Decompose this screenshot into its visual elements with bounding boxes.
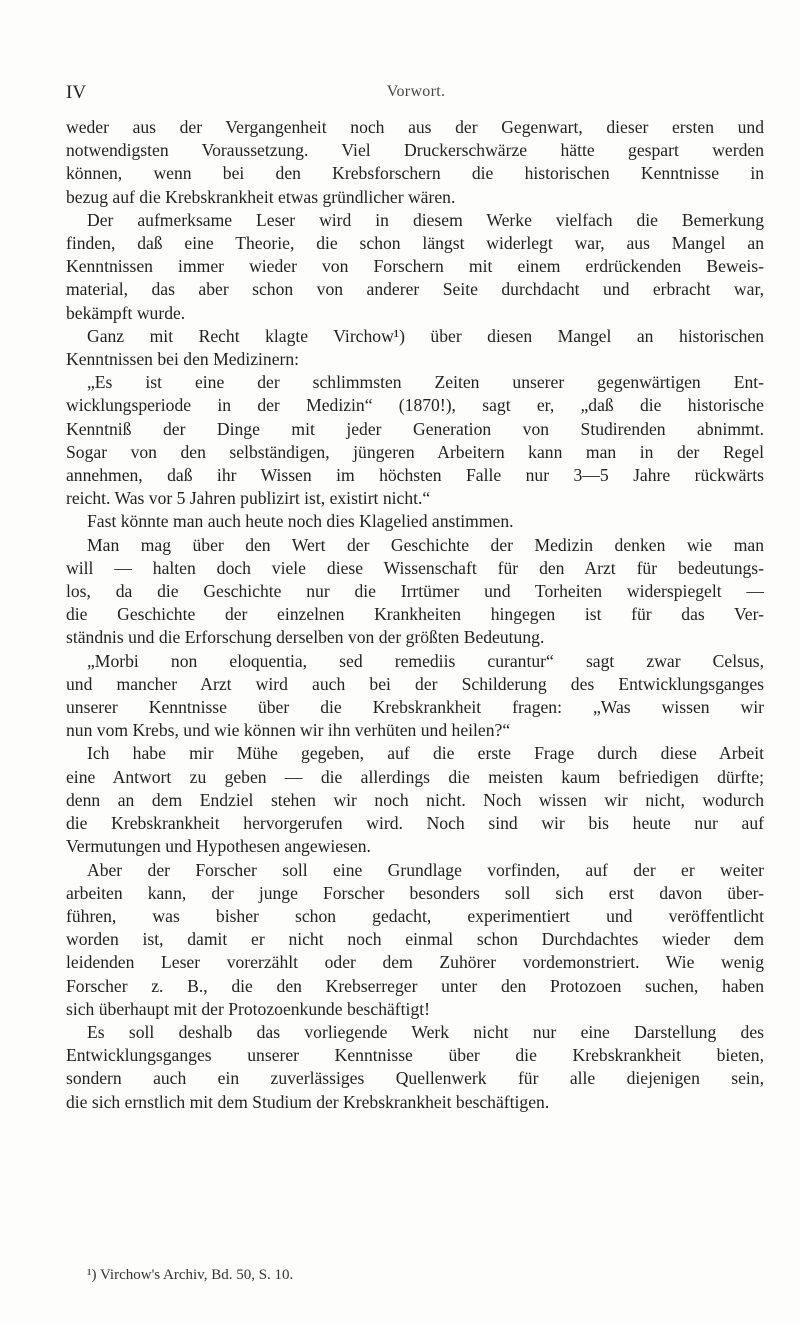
text-line: und mancher Arzt wird auch bei der Schilderung des Entwicklungsganges xyxy=(66,673,764,694)
text-line: eine Antwort zu geben — die allerdings die meisten kaum befriedigen dürfte; xyxy=(66,766,764,787)
text-line: sich überhaupt mit der Protozoenkunde beschäftigt! xyxy=(66,998,430,1019)
text-line: reicht. Was vor 5 Jahren publizirt ist, existirt nicht.“ xyxy=(66,488,431,509)
footnote xyxy=(87,1267,293,1284)
footnote-text: Virchow's Archiv, Bd. 50, S. 10. xyxy=(99,1267,294,1283)
text-line: nun vom Krebs, und wie können wir ihn verhüten und heilen?“ xyxy=(66,720,511,741)
text-line: material, das aber schon von anderer Seite durchdacht und erbracht war, xyxy=(66,279,764,300)
text-line: die sich ernstlich mit dem Studium der Krebskrankheit beschäftigen. xyxy=(66,1091,550,1112)
text-line: Sogar von den selbständigen, jüngeren Arbeitern kann man in der Regel xyxy=(66,441,764,462)
text-line: denn an dem Endziel stehen wir noch nicht. Noch wissen wir nicht, wodurch xyxy=(66,789,764,810)
text-line: wicklungsperiode in der Medizin“ (1870!), sagt er, „daß die historische xyxy=(66,395,764,416)
text-line: weder aus der Vergangenheit noch aus der Gegenwart, dieser ersten und xyxy=(66,117,764,137)
text-line: Fast könnte man auch heute noch dies Klagelied anstimmen. xyxy=(87,511,514,532)
text-line: Aber der Forscher soll eine Grundlage vorfinden, auf der er weiter xyxy=(87,859,764,880)
page-number: IV xyxy=(66,82,87,103)
text-line: Der aufmerksame Leser wird in diesem Werke vielfach die Bemerkung xyxy=(87,209,764,230)
text-line: Man mag über den Wert der Geschichte der Medizin denken wie man xyxy=(87,534,764,555)
text-line: bezug auf die Krebskrankheit etwas gründlicher wären. xyxy=(66,186,456,207)
text-line: Ich habe mir Mühe gegeben, auf die erste Frage durch diese Arbeit xyxy=(87,743,764,764)
text-line: annehmen, daß ihr Wissen im höchsten Falle nur 3—5 Jahre rückwärts xyxy=(66,465,764,486)
text-line: Kenntniß der Dinge mit jeder Generation von Studirenden abnimmt. xyxy=(66,418,764,439)
text-line: Entwicklungsganges unserer Kenntnisse über die Krebskrankheit bieten, xyxy=(66,1045,764,1066)
page-header xyxy=(66,82,766,106)
text-line: ständnis und die Erforschung derselben von der größten Bedeutung. xyxy=(66,627,545,648)
text-line: können, wenn bei den Krebsforschern die historischen Kenntnisse in xyxy=(66,163,764,184)
text-line: sondern auch ein zuverlässiges Quellenwerk für alle diejenigen sein, xyxy=(66,1068,764,1089)
text-line: „Morbi non eloquentia, sed remediis curantur“ sagt zwar Celsus, xyxy=(87,650,764,671)
body-text xyxy=(66,116,764,1114)
text-line: Kenntnissen bei den Medizinern: xyxy=(66,349,300,370)
text-line: die Krebskrankheit hervorgerufen wird. Noch sind wir bis heute nur auf xyxy=(66,813,764,834)
text-line: die Geschichte der einzelnen Krankheiten hingegen ist für das Ver- xyxy=(66,604,764,625)
text-line: „Es ist eine der schlimmsten Zeiten unserer gegenwärtigen Ent- xyxy=(87,372,764,393)
text-line: Forscher z. B., die den Krebserreger unter den Protozoen suchen, haben xyxy=(66,975,764,996)
footnote-marker: ¹) xyxy=(87,1267,97,1283)
text-line: notwendigsten Voraussetzung. Viel Druckerschwärze hätte gespart werden xyxy=(66,140,764,161)
running-head: Vorwort. xyxy=(386,83,446,100)
text-line: Kenntnissen immer wieder von Forschern mit einem erdrückenden Beweis- xyxy=(66,256,764,277)
text-line: leidenden Leser vorerzählt oder dem Zuhörer vordemonstriert. Wie wenig xyxy=(66,952,764,973)
text-line: führen, was bisher schon gedacht, experimentiert und veröffentlicht xyxy=(66,905,764,926)
text-line: Es soll deshalb das vorliegende Werk nicht nur eine Darstellung des xyxy=(87,1021,764,1042)
text-line: Ganz mit Recht klagte Virchow¹) über diesen Mangel an historischen xyxy=(87,325,764,346)
text-line: arbeiten kann, der junge Forscher besonders soll sich erst davon über- xyxy=(66,882,764,903)
text-line: finden, daß eine Theorie, die schon längst widerlegt war, aus Mangel an xyxy=(66,233,764,254)
text-line: bekämpft wurde. xyxy=(66,302,186,323)
text-line: worden ist, damit er nicht noch einmal schon Durchdachtes wieder dem xyxy=(66,929,764,950)
text-line: will — halten doch viele diese Wissenschaft für den Arzt für bedeutungs- xyxy=(66,557,764,578)
text-line: unserer Kenntnisse über die Krebskrankheit fragen: „Was wissen wir xyxy=(66,697,764,718)
text-line: los, da die Geschichte nur die Irrtümer und Torheiten widerspiegelt — xyxy=(66,581,764,602)
text-line: Vermutungen und Hypothesen angewiesen. xyxy=(66,836,371,857)
